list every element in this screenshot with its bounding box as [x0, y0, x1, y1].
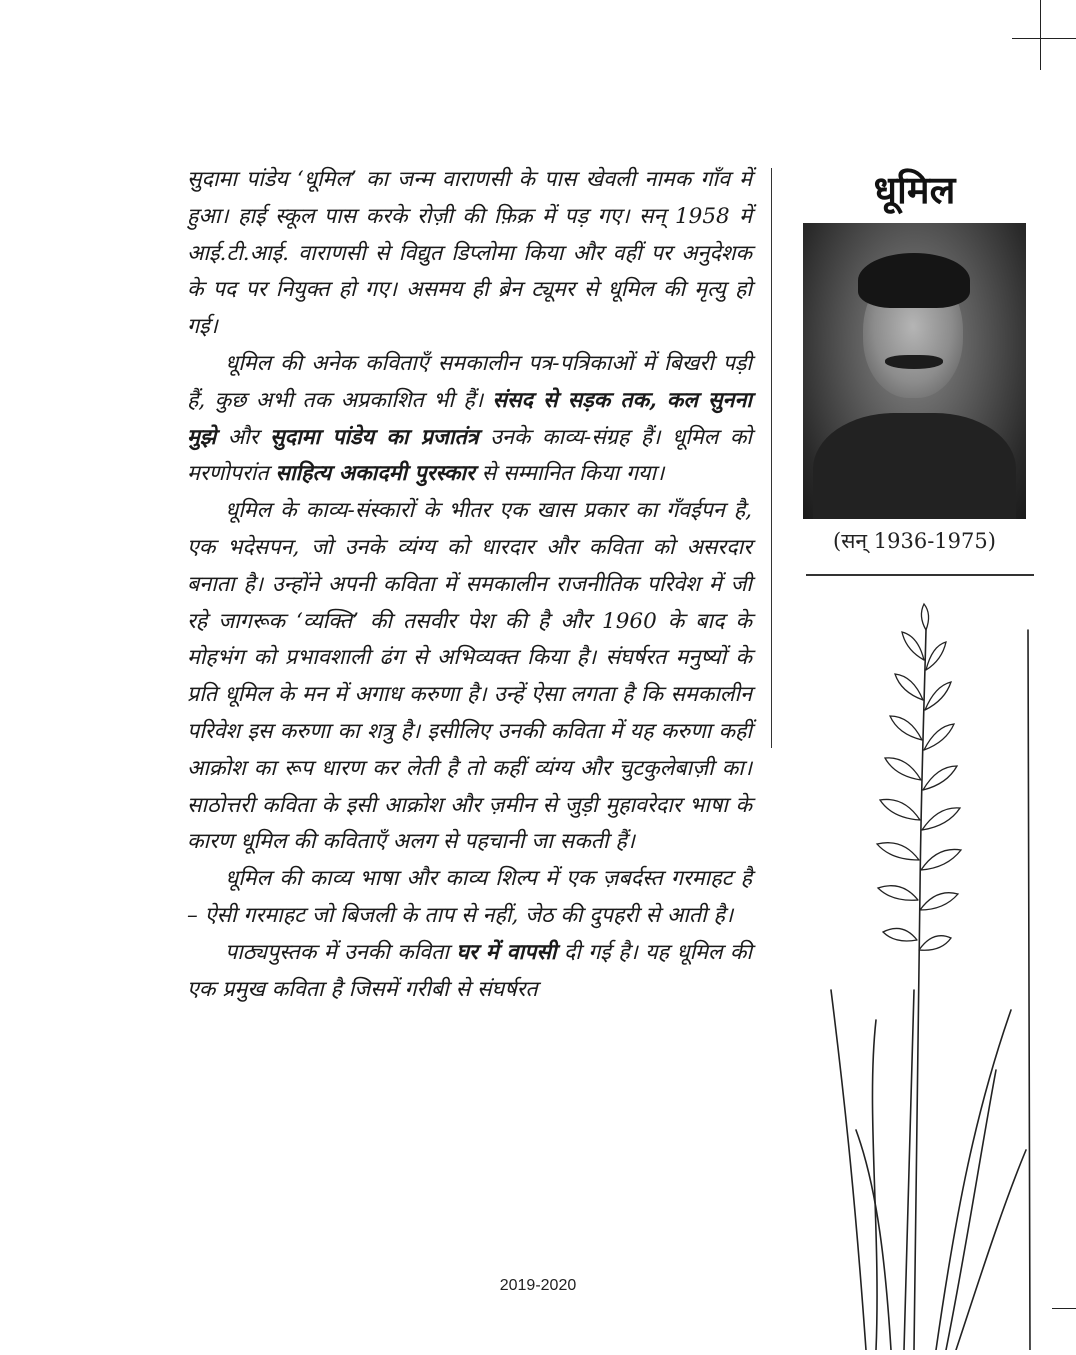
text-span: पाठ्यपुस्तक में उनकी कविता [225, 939, 449, 965]
crop-mark [1012, 38, 1076, 39]
text-span: दी गई है। यह धूमिल की एक प्रमुख कविता है जिसमें गरीबी से संघर्षरत [187, 939, 753, 1002]
text-span: और [227, 424, 259, 450]
author-dates: (सन् 1936-1975) [833, 529, 996, 553]
paragraph-4: धूमिल की काव्य भाषा और काव्य शिल्प में एक ज़बर्दस्त गरमाहट है – ऐसी गरमाहट जो बिजली के ताप से नहीं, जेठ की दुपहरी से आती है। [187, 866, 752, 928]
sidebar-divider [806, 574, 1034, 576]
text-span: से सम्मानित किया गया। [481, 461, 665, 487]
award-name: साहित्य अकादमी पुरस्कार [275, 461, 475, 487]
plant-illustration [806, 590, 1036, 1350]
text-span: धूमिल की अनेक कविताएँ समकालीन पत्र-पत्रिकाओं में बिखरी पड़ी हैं, कुछ अभी तक अप्रकाशित भी हैं। [187, 350, 752, 413]
book-title: सुदामा पांडेय का प्रजातंत्र [270, 424, 479, 450]
page-footer: 2019-2020 [499, 1277, 577, 1294]
crop-mark [1040, 0, 1041, 70]
book-title: संसद से सड़क तक, कल सुनना मुझे [187, 387, 752, 450]
paragraph-5 [187, 935, 752, 1009]
paragraph-3: धूमिल के काव्य-संस्कारों के भीतर एक खास प्रकार का गँवईपन है, एक भदेसपन, जो उनके व्यंग्य को धारदार और कविता को असरदार बनाता है। उन्होंने अपनी कविता में समकालीन राजनीतिक परिवेश में जी रहे जागरूक ‘व्यक्ति’ की तसवीर पेश की है और 1960 के बाद के मोहभंग को प्रभावशाली ढंग से अभिव्यक्त किया है। संघर्षरत मनुष्यों के प्रति धूमिल के मन में अगाध करुणा है। उन्हें ऐसा लगता है कि समकालीन परिवेश इस करुणा का शत्रु है। इसीलिए उनकी कविता में यह करुणा कहीं आक्रोश का रूप धारण कर लेती है तो कहीं व्यंग्य और चुटकुलेबाज़ी का। साठोत्तरी कविता के इसी आक्रोश और ज़मीन से जुड़ी मुहावरेदार भाषा के कारण धूमिल की कविताएँ अलग से पहचानी जा सकती हैं। [187, 498, 752, 855]
author-portrait [803, 223, 1026, 519]
poem-title: घर में वापसी [456, 939, 557, 965]
author-name: धूमिल [873, 168, 956, 212]
paragraph-2 [187, 346, 752, 493]
text-span: उनके काव्य-संग्रह हैं। धूमिल को मरणोपरांत [187, 424, 752, 487]
paragraph-1: सुदामा पांडेय ‘धूमिल’ का जन्म वाराणसी के पास खेवली नामक गाँव में हुआ। हाई स्कूल पास करके रोज़ी की फ़िक्र में पड़ गए। सन् 1958 में आई.टी.आई. वाराणसी से विद्युत डिप्लोमा किया और वहीं पर अनुदेशक के पद पर नियुक्त हो गए। असमय ही ब्रेन ट्यूमर से धूमिल की मृत्यु हो गई। [187, 167, 752, 340]
column-divider [771, 168, 772, 748]
biography-text [187, 162, 752, 1008]
crop-mark [1052, 1308, 1076, 1309]
